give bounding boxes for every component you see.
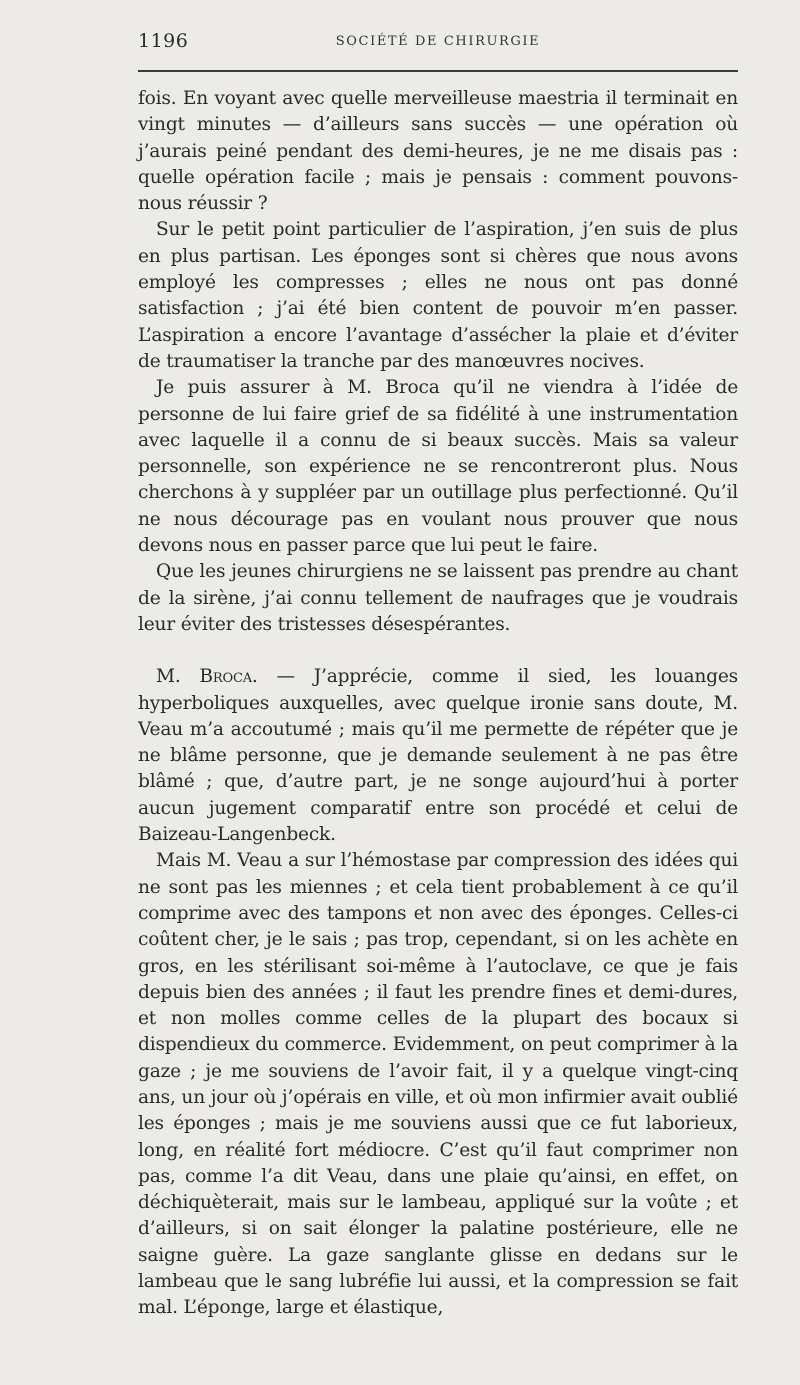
paragraph-broca-reply	[138, 664, 738, 848]
paragraph-hemostasis: Mais M. Veau a sur l’hémostase par compression des idées qui ne sont pas les miennes ; et cela tient probablement à ce qu’il comprime avec des tampons et non avec des éponges. Celles-ci coûtent cher, je le sais ; pas trop, cependant, si on les achète en gros, en les stérilisant soi-même à l’autoclave, ce que je fais depuis bien des années ; il faut les prendre fines et demi-dures, et non molles comme celles de la plupart des bocaux si dispendieux du commerce. Evidemment, on peut comprimer à la gaze ; je me souviens de l’avoir fait, il y a quelque vingt-cinq ans, un jour où j’opérais en ville, et où mon infirmier avait oublié les éponges ; mais je me souviens aussi que ce fut laborieux, long, en réalité fort médiocre. C’est qu’il faut comprimer non pas, comme l’a dit Veau, dans une plaie qu’ainsi, en effet, on déchiquèterait, mais sur le lambeau, appliqué sur la voûte ; et d’ailleurs, si on sait élonger la palatine postérieure, elle ne saigne guère. La gaze sanglante glisse en dedans sur le lambeau que le sang lubréfie lui aussi, et la compression se fait mal. L’éponge, large et élastique,	[138, 850, 738, 1319]
paragraph-aspiration: Sur le petit point particulier de l’aspiration, j’en suis de plus en plus partisan. Les éponges sont si chères que nous avons employé les compresses ; elles ne nous ont pas donné satisfaction ; j’ai été bien content de pouvoir m’en passer. L’aspiration a encore l’avantage d’assécher la plaie et d’éviter de traumatiser la tranche par des manœuvres nocives.	[138, 219, 738, 372]
body-text	[138, 86, 738, 1322]
header-rule	[138, 70, 738, 72]
paragraph-young-surgeons: Que les jeunes chirurgiens ne se laissent pas prendre au chant de la sirène, j’ai connu tellement de naufrages que je voudrais leur éviter des tristesses désespérantes.	[138, 561, 738, 635]
paragraph-instrumentation: Je puis assurer à M. Broca qu’il ne viendra à l’idée de personne de lui faire grief de sa fidélité à une instrumentation avec laquelle il a connu de si beaux succès. Mais sa valeur personnelle, son expérience ne se rencontreront plus. Nous cherchons à y suppléer par un outillage plus perfectionné. Qu’il ne nous décourage pas en voulant nous prouver que nous devons nous en passer parce que lui peut le faire.	[138, 377, 738, 557]
paragraph-continued: fois. En voyant avec quelle merveilleuse maestria il terminait en vingt minutes — d’ailleurs sans succès — une opération où j’aurais peiné pendant des demi-heures, je ne me disais pas : quelle opération facile ; mais je pensais : comment pouvons-nous réussir ?	[138, 88, 738, 215]
running-head	[138, 30, 738, 56]
speaker-name: M. Broca.	[156, 666, 258, 688]
running-title: SOCIÉTÉ DE CHIRURGIE	[335, 34, 541, 49]
paragraph-broca-reply-text: — J’apprécie, comme il sied, les louanges hyperboliques auxquelles, avec quelque ironie sans doute, M. Veau m’a accoutumé ; mais qu’il me permette de répéter que je ne blâme personne, que je demande seulement à ne pas être blâmé ; que, d’autre part, je ne songe aujourd’hui à porter aucun jugement comparatif entre son procédé et celui de Baizeau-Langenbeck.	[138, 666, 738, 846]
page-number: 1196	[138, 30, 189, 52]
